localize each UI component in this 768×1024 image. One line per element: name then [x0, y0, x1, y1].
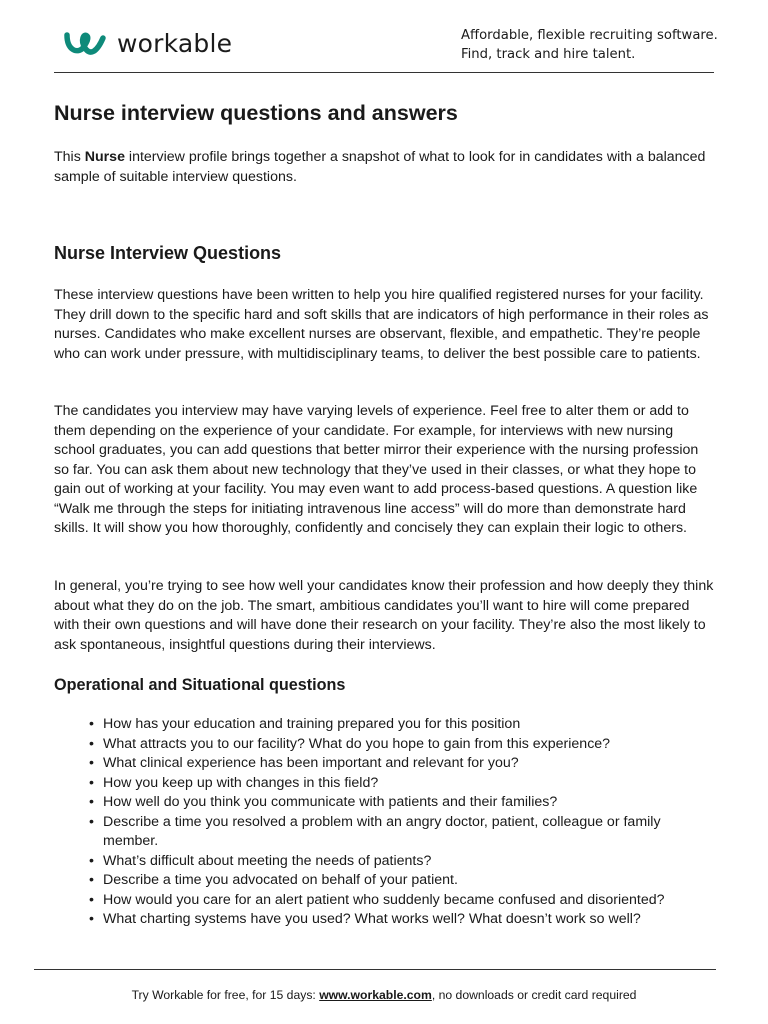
list-item [89, 774, 709, 794]
tagline-line-1: Affordable, flexible recruiting software. [461, 28, 718, 43]
intro-bold-role: Nurse [84, 149, 125, 165]
bullet: • [89, 716, 94, 732]
question-text: Describe a time you resolved a problem with an angry doctor, patient, colleague or family member. [103, 813, 661, 849]
page-footer [0, 986, 768, 1004]
list-item [89, 891, 709, 911]
subheading: Operational and Situational questions [54, 676, 346, 694]
workable-website-link[interactable]: www.workable.com [319, 988, 432, 1002]
list-item [89, 910, 709, 930]
header-divider [54, 72, 714, 73]
tagline-line-2: Find, track and hire talent. [461, 47, 636, 62]
intro-paragraph [54, 148, 716, 187]
body-paragraph-2: The candidates you interview may have varying levels of experience. Feel free to alter them or add to them depending on the experience of your candidate. For example, for interviews with new nursing school graduates, you can add questions that better mirror their experience with the nursing profession so far. You can ask them about new technology that they’ve used in their classes, or what they hope to gain out of working at your facility. You may even want to add process-based questions. A question like “Walk me through the steps for initiating intravenous line access” will do more than demonstrate hard skills. It will show you how thoroughly, confidently and concisely they can explain their logic to others. [54, 403, 699, 536]
footer-divider [34, 969, 716, 970]
question-text: What charting systems have you used? What works well? What doesn’t work so well? [103, 911, 641, 927]
list-item [89, 852, 709, 872]
body-paragraph-1: These interview questions have been written to help you hire qualified registered nurses for your facility. They drill down to the specific hard and soft skills that are indicators of high performance in their roles as nurses. Candidates who make excellent nurses are observant, flexible, and empathetic. They’re people who can work under pressure, with multidisciplinary teams, to deliver the best possible care to patients. [54, 287, 709, 362]
header-tagline [461, 26, 718, 64]
list-item [89, 754, 709, 774]
workable-logo-icon [63, 30, 111, 58]
question-text: How you keep up with changes in this field? [103, 774, 379, 791]
footer-text-after: , no downloads or credit card required [431, 988, 637, 1002]
question-text: How would you care for an alert patient who suddenly became confused and disoriented? [103, 891, 665, 908]
bullet: • [89, 813, 94, 830]
section-heading: Nurse Interview Questions [54, 243, 282, 263]
bullet: • [89, 872, 94, 888]
bullet: • [89, 852, 94, 869]
list-item [89, 813, 709, 852]
question-text: What clinical experience has been important and relevant for you? [103, 755, 519, 771]
question-text: How has your education and training prepared you for this position [103, 716, 521, 732]
question-text: Describe a time you advocated on behalf of your patient. [103, 872, 458, 888]
workable-logo[interactable] [63, 29, 232, 59]
intro-text-after: interview profile brings together a snapshot of what to look for in candidates with a balanced sample of suitable interview questions. [54, 149, 706, 185]
page-title: Nurse interview questions and answers [54, 101, 458, 125]
bullet: • [89, 794, 94, 810]
bullet: • [89, 891, 94, 908]
list-item [89, 793, 709, 813]
logo-text: workable [117, 29, 233, 58]
question-text: How well do you think you communicate with patients and their families? [103, 794, 558, 810]
bullet: • [89, 755, 94, 771]
list-item [89, 735, 709, 755]
page-header [0, 0, 768, 74]
list-item [89, 715, 709, 735]
bullet: • [89, 735, 94, 752]
bullet: • [89, 774, 94, 791]
question-text: What attracts you to our facility? What do you hope to gain from this experience? [103, 735, 611, 752]
intro-text-before: This [54, 149, 85, 165]
footer-text-before: Try Workable for free, for 15 days: [131, 988, 320, 1002]
body-paragraph-3: In general, you’re trying to see how well your candidates know their profession and how deeply they think about what they do on the job. The smart, ambitious candidates you’ll want to hire will come prepared with their own questions and will have done their research on your facility. They’re also the most likely to ask spontaneous, insightful questions during their interviews. [54, 578, 714, 653]
question-list [89, 715, 709, 930]
list-item [89, 871, 709, 891]
question-text: What’s difficult about meeting the needs of patients? [103, 852, 432, 869]
bullet: • [89, 911, 94, 927]
